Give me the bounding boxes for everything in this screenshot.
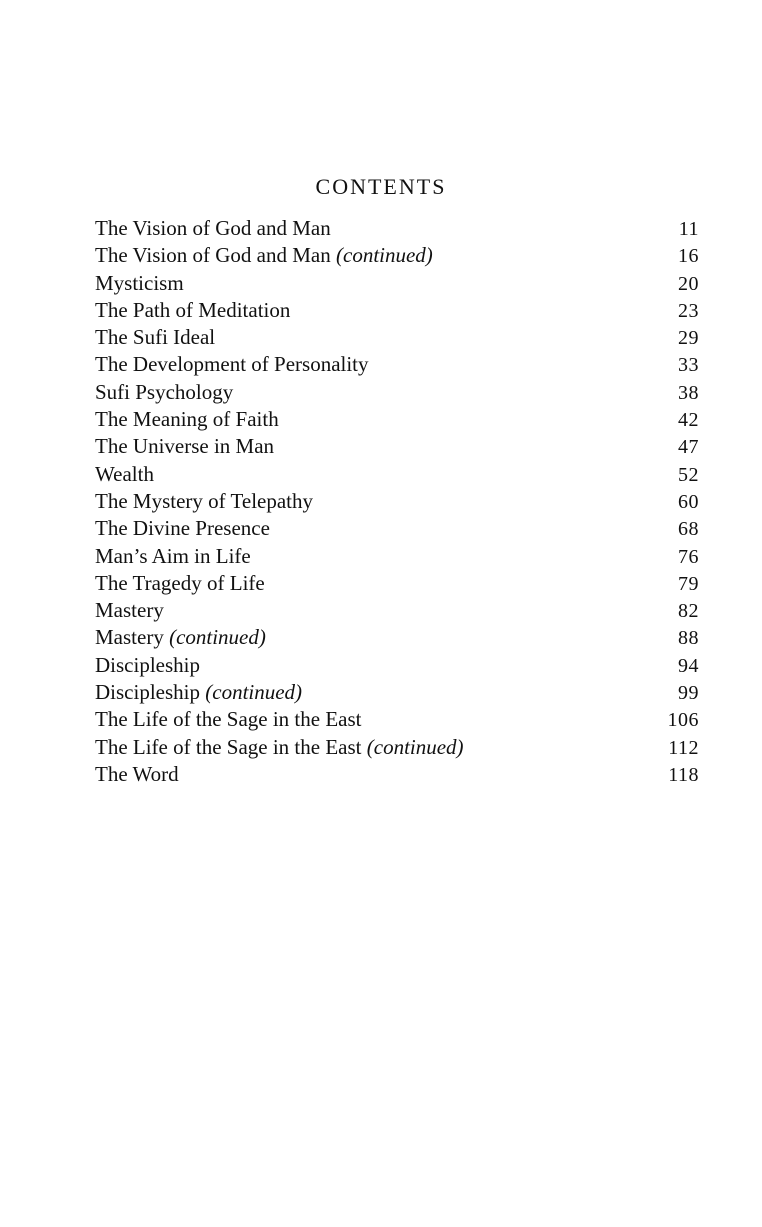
toc-entry-title	[95, 297, 290, 324]
toc-entry-title	[95, 324, 215, 351]
toc-entry-page-number: 11	[678, 218, 699, 240]
toc-entry	[95, 379, 699, 406]
toc-entry	[95, 624, 699, 651]
toc-entry-page-number: 29	[678, 327, 699, 350]
toc-entry-title	[95, 761, 179, 788]
toc-entry-note: (continued)	[336, 243, 433, 268]
toc-entry	[95, 515, 699, 542]
toc-entry	[95, 242, 699, 269]
toc-entry	[95, 706, 699, 733]
toc-entry	[95, 461, 699, 488]
toc-entry-title	[95, 351, 369, 378]
toc-entry-title	[95, 515, 270, 542]
toc-entry-page-number: 118	[668, 763, 699, 786]
toc-entry-title	[95, 242, 433, 269]
toc-entry-title-text: The Life of the Sage in the East	[95, 734, 367, 759]
toc-entry-page-number: 76	[678, 545, 699, 568]
toc-entry-page-number: 33	[678, 354, 699, 377]
toc-entry-page-number: 42	[678, 409, 699, 432]
toc-entry-title-text: Man’s Aim in Life	[95, 543, 251, 568]
toc-entry-title	[95, 270, 184, 297]
toc-entry-page-number: 88	[678, 627, 699, 650]
toc-entry-title	[95, 433, 274, 460]
toc-entry-title	[95, 406, 279, 433]
toc-entry-title	[95, 706, 362, 733]
toc-entry-page-number: 47	[678, 436, 699, 459]
toc-entry-title	[95, 734, 464, 761]
toc-entry-title-text: The Sufi Ideal	[95, 325, 216, 350]
toc-entry-title-text: The Development of Personality	[95, 352, 369, 377]
toc-entry	[95, 570, 699, 597]
toc-entry-page-number: 60	[678, 490, 699, 513]
toc-entry-title-text: The Word	[95, 761, 179, 786]
toc-entry	[95, 543, 699, 570]
toc-entry-title	[95, 624, 266, 651]
toc-entry-page-number: 79	[678, 572, 699, 595]
toc-entry-title	[95, 215, 331, 242]
toc-entry	[95, 761, 699, 788]
toc-entry-title	[95, 597, 164, 624]
toc-entry-title	[95, 652, 200, 679]
toc-entry-title-text: The Life of the Sage in the East	[95, 707, 362, 732]
toc-entry	[95, 433, 699, 460]
toc-entry-page-number: 106	[667, 709, 699, 732]
toc-entry	[95, 652, 699, 679]
toc-entry-note: (continued)	[169, 625, 266, 650]
toc-entry	[95, 679, 699, 706]
toc-entry-title-text: The Meaning of Faith	[95, 407, 279, 432]
toc-entry	[95, 351, 699, 378]
toc-entry-page-number: 94	[678, 654, 699, 677]
toc-entry-title-text: The Universe in Man	[95, 434, 275, 459]
toc-entry-title	[95, 379, 233, 406]
toc-entry-note: (continued)	[205, 680, 303, 705]
toc-entry	[95, 597, 699, 624]
toc-entry	[95, 406, 699, 433]
toc-entry-title-text: Wealth	[95, 461, 154, 486]
toc-entry-page-number: 68	[678, 518, 699, 541]
toc-entry-title-text: Sufi Psychology	[95, 379, 234, 404]
toc-entry-note: (continued)	[366, 734, 464, 759]
toc-entry	[95, 734, 699, 761]
toc-entry-page-number: 99	[678, 682, 699, 705]
toc-entry-page-number: 112	[668, 736, 699, 759]
table-of-contents	[95, 215, 699, 788]
toc-entry-page-number: 20	[678, 272, 699, 295]
toc-entry	[95, 297, 699, 324]
toc-entry-title	[95, 461, 154, 488]
toc-entry-title	[95, 543, 251, 570]
toc-entry	[95, 215, 699, 242]
toc-entry-title-text: The Vision of God and Man	[95, 216, 331, 240]
toc-entry-title-text: Mysticism	[95, 270, 184, 295]
toc-entry-page-number: 82	[678, 600, 699, 623]
toc-entry-title-text: The Divine Presence	[95, 516, 270, 541]
toc-entry-title-text: Mastery	[95, 598, 164, 623]
toc-entry-page-number: 52	[678, 463, 699, 486]
toc-entry-title-text: Mastery	[95, 625, 170, 650]
toc-entry-title-text: Discipleship	[95, 680, 206, 705]
toc-entry-title	[95, 488, 313, 515]
toc-entry-title-text: The Tragedy of Life	[95, 570, 265, 595]
toc-entry-page-number: 16	[678, 245, 699, 268]
toc-entry-title-text: Discipleship	[95, 652, 200, 677]
toc-entry	[95, 270, 699, 297]
toc-entry-page-number: 23	[678, 299, 699, 322]
toc-entry-title-text: The Vision of God and Man	[95, 243, 336, 268]
toc-entry-title-text: The Mystery of Telepathy	[95, 488, 313, 513]
toc-entry-title	[95, 570, 265, 597]
toc-entry	[95, 324, 699, 351]
contents-heading: CONTENTS	[315, 174, 447, 199]
toc-entry-title	[95, 679, 302, 706]
toc-entry	[95, 488, 699, 515]
toc-entry-page-number: 38	[678, 381, 699, 404]
toc-entry-title-text: The Path of Meditation	[95, 297, 291, 322]
